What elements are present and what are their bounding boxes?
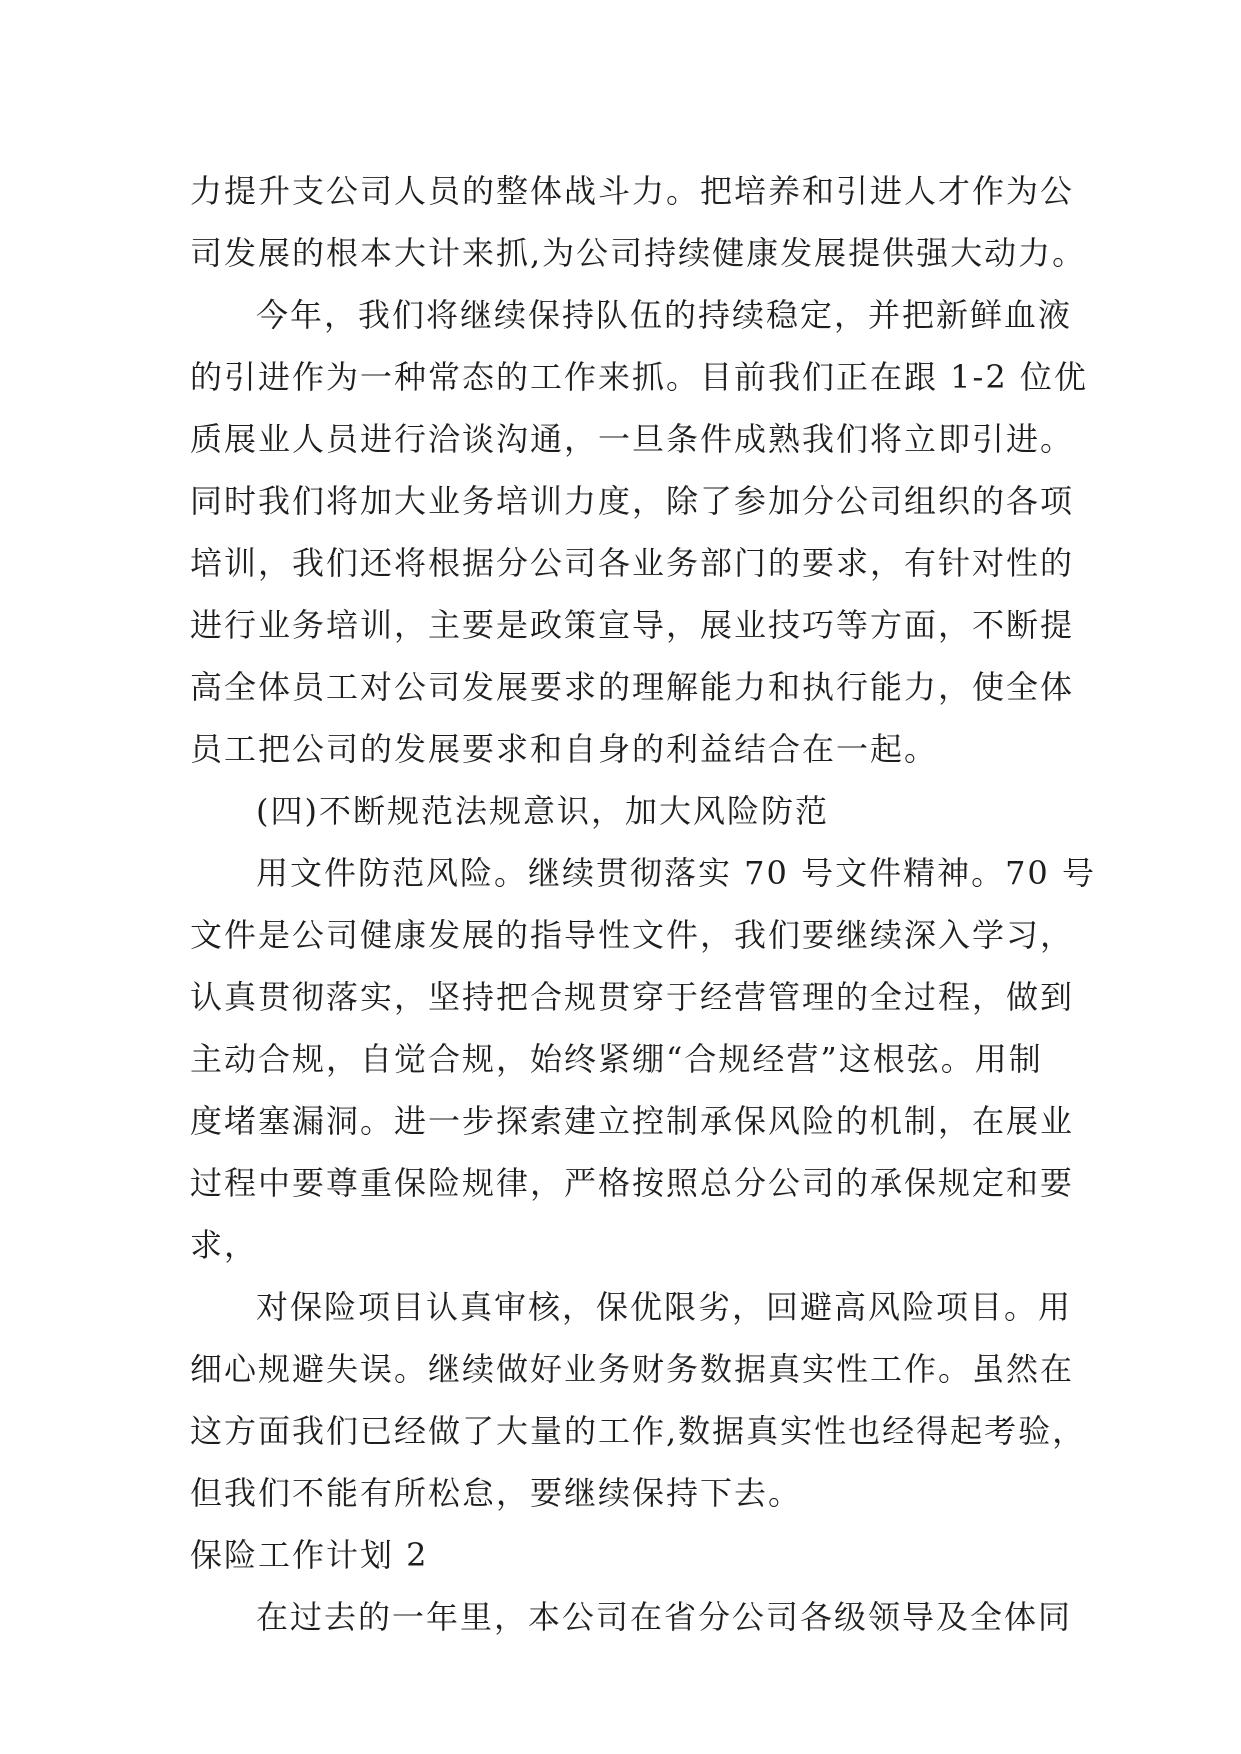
text-line: 司发展的根本大计来抓,为公司持续健康发展提供强大动力。 — [190, 234, 1087, 272]
text-line: 同时我们将加大业务培训力度，除了参加分公司组织的各项 — [190, 482, 1075, 520]
body-text — [190, 160, 1096, 1648]
section-heading: (四)不断规范法规意识，加大风险防范 — [256, 792, 829, 830]
text-line: 这方面我们已经做了大量的工作,数据真实性也经得起考验， — [190, 1412, 1087, 1450]
text-line: 度堵塞漏洞。进一步探索建立控制承保风险的机制，在展业 — [190, 1102, 1075, 1140]
text-line: 高全体员工对公司发展要求的理解能力和执行能力，使全体 — [190, 668, 1075, 706]
text-line: 主动合规，自觉合规，始终紧绷“合规经营”这根弦。用制 — [190, 1040, 1043, 1078]
text-line: 力提升支公司人员的整体战斗力。把培养和引进人才作为公 — [190, 172, 1075, 210]
text-line: 今年，我们将继续保持队伍的持续稳定，并把新鲜血液 — [256, 296, 1073, 334]
text-line: 员工把公司的发展要求和自身的利益结合在一起。 — [190, 730, 939, 768]
text-line: 的引进作为一种常态的工作来抓。目前我们正在跟 1-2 位优 — [190, 358, 1088, 396]
text-line: 进行业务培训，主要是政策宣导，展业技巧等方面，不断提 — [190, 606, 1075, 644]
text-line: 认真贯彻落实，坚持把合规贯穿于经营管理的全过程，做到 — [190, 978, 1075, 1016]
text-line: 求， — [190, 1226, 259, 1264]
text-line: 用文件防范风险。继续贯彻落实 70 号文件精神。70 号 — [256, 854, 1096, 892]
text-line: 在过去的一年里，本公司在省分公司各级领导及全体同 — [256, 1598, 1073, 1636]
document-title: 保险工作计划 2 — [190, 1536, 429, 1574]
text-line: 过程中要尊重保险规律，严格按照总分公司的承保规定和要 — [190, 1164, 1075, 1202]
text-line: 但我们不能有所松怠，要继续保持下去。 — [190, 1474, 803, 1512]
text-line: 质展业人员进行洽谈沟通，一旦条件成熟我们将立即引进。 — [190, 420, 1075, 458]
text-line: 培训，我们还将根据分公司各业务部门的要求，有针对性的 — [190, 544, 1075, 582]
text-line: 细心规避失误。继续做好业务财务数据真实性工作。虽然在 — [190, 1350, 1075, 1388]
text-line: 对保险项目认真审核，保优限劣，回避高风险项目。用 — [256, 1288, 1073, 1326]
text-line: 文件是公司健康发展的指导性文件，我们要继续深入学习， — [190, 916, 1075, 954]
